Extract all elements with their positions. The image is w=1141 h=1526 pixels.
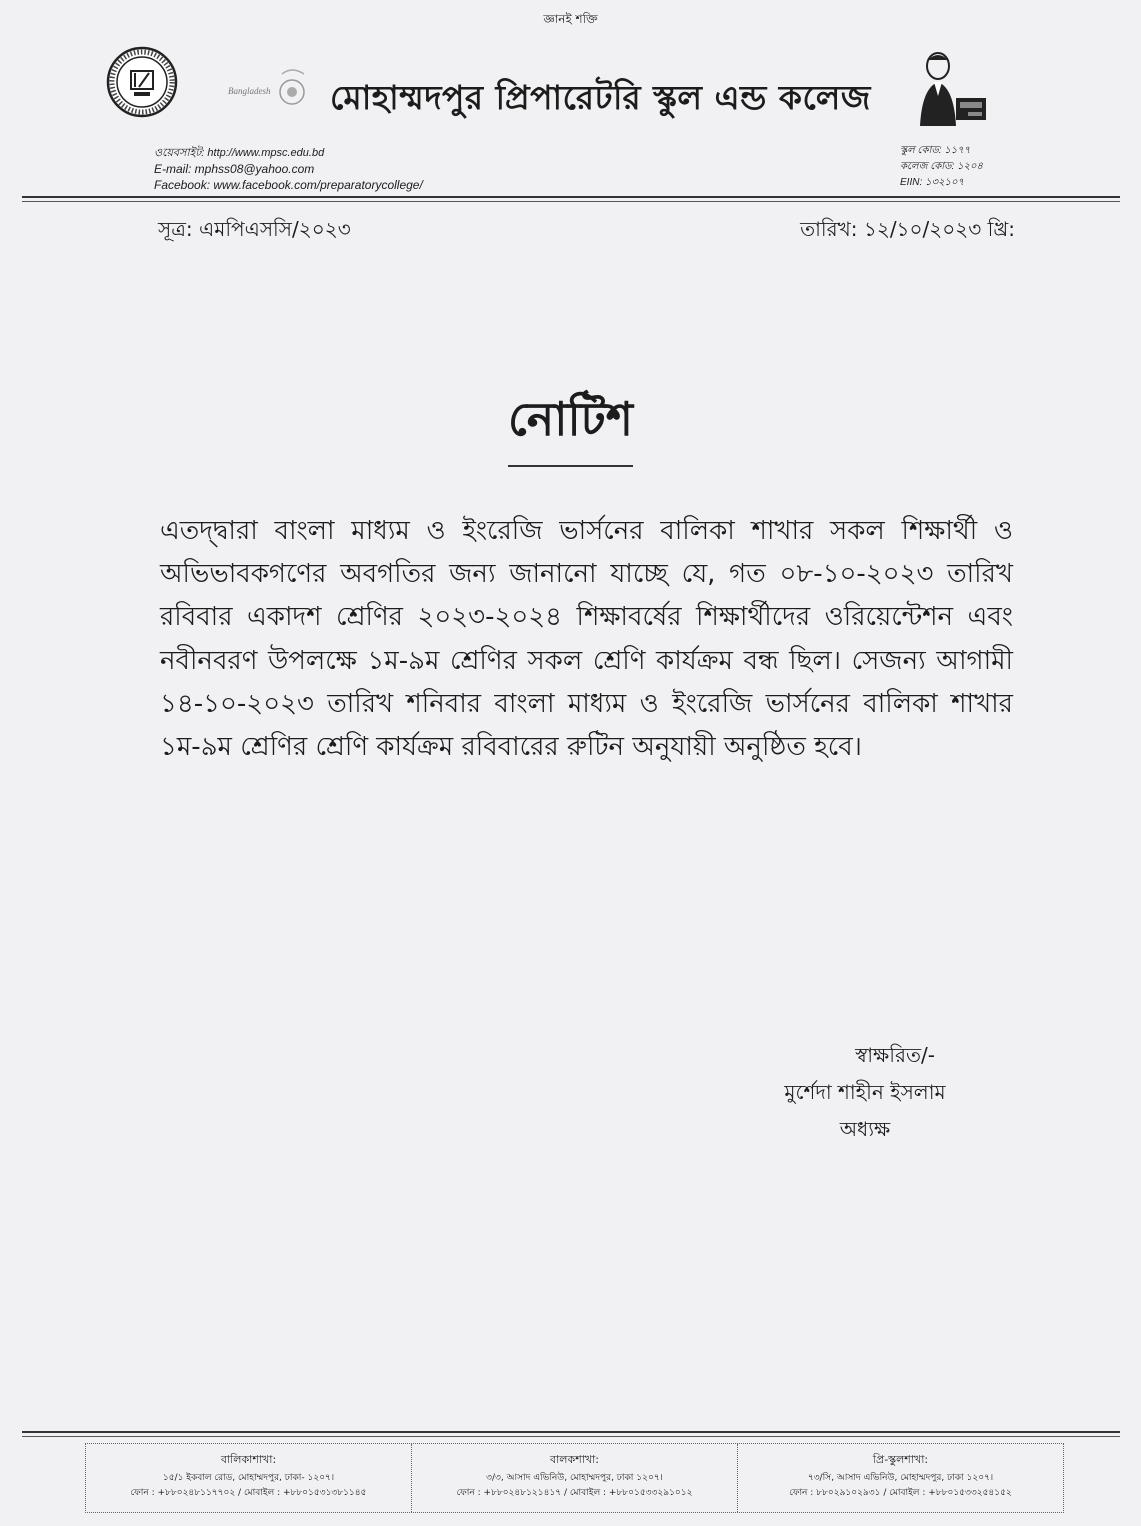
branch-address: ৩/৩, আসাদ এভিনিউ, মোহাম্মদপুর, ঢাকা ১২০৭।	[486, 1473, 663, 1483]
branch-title: প্রি-স্কুলশাখা:	[872, 1453, 929, 1466]
footer-divider-thin	[22, 1436, 1120, 1437]
signed-label: স্বাক্ষরিত/-	[855, 1043, 935, 1067]
signature-block	[740, 1037, 990, 1148]
branch-title: বালকশাখা:	[549, 1453, 600, 1466]
campaign-logo-icon	[222, 62, 318, 112]
branch-boys	[412, 1444, 738, 1512]
branch-girls	[86, 1444, 412, 1512]
motto: জ্ঞানই শক্তি	[543, 12, 598, 26]
header-divider	[22, 196, 1120, 198]
campaign-text: Bangladesh	[228, 86, 271, 96]
branch-footer	[85, 1443, 1064, 1513]
branch-address: ৭৩/সি, আসাদ এভিনিউ, মোহাম্মদপুর, ঢাকা ১২০৭।	[807, 1473, 994, 1483]
header-divider-thin	[22, 201, 1120, 202]
college-code: কলেজ কোড: ১২০৪	[900, 161, 984, 172]
contact-block	[154, 145, 423, 193]
branch-phone: ফোন : +৮৮০২৪৮১২১৪১৭ / মোবাইল : +৮৮০১৫৩৩২৯১০১২	[456, 1488, 693, 1498]
notice-date: তারিখ: ১২/১০/২০২৩ খ্রি:	[800, 217, 1015, 241]
school-name: মোহাম্মদপুর প্রিপারেটরি স্কুল এন্ড কলেজ	[330, 78, 871, 117]
notice-heading-wrap	[0, 385, 1141, 467]
portrait-icon	[908, 48, 988, 126]
eiin-code: EIIN: ১৩২১০৭	[900, 177, 964, 188]
notice-body: এতদ্দ্বারা বাংলা মাধ্যম ও ইংরেজি ভার্সনের বালিকা শাখার সকল শিক্ষার্থী ও অভিভাবকগণের অবগতির জন্য জানানো যাচ্ছে যে, গত ০৮-১০-২০২৩ তারিখ রবিবার একাদশ শ্রেণির ২০২৩-২০২৪ শিক্ষাবর্ষের শিক্ষার্থীদের ওরিয়েন্টেশন এবং নবীনবরণ উপলক্ষে ১ম-৯ম শ্রেণির সকল শ্রেণি কার্যক্রম বন্ধ ছিল। সেজন্য আগামী ১৪-১০-২০২৩ তারিখ শনিবার বাংলা মাধ্যম ও ইংরেজি ভার্সনের বালিকা শাখার ১ম-৯ম শ্রেণির শ্রেণি কার্যক্রম রবিবারের রুটিন অনুযায়ী অনুষ্ঠিত হবে।	[160, 516, 1013, 763]
signatory-title: অধ্যক্ষ	[839, 1117, 891, 1141]
codes-block	[900, 143, 983, 191]
branch-phone: ফোন : ৮৮০২৯১০২৯৩১ / মোবাইল : +৮৮০১৫৩৩২৫৪১৫২	[789, 1488, 1012, 1498]
branch-title: বালিকাশাখা:	[220, 1453, 277, 1466]
notice-heading: নোটিশ	[508, 385, 633, 467]
email-link[interactable]: E-mail: mphss08@yahoo.com	[154, 162, 315, 176]
footer-divider	[22, 1431, 1120, 1433]
website-link[interactable]: ওয়েবসাইট: http://www.mpsc.edu.bd	[154, 147, 325, 159]
signatory-name: মুর্শেদা শাহীন ইসলাম	[784, 1080, 946, 1104]
branch-address: ১৫/১ ইকবাল রোড, মোহাম্মদপুর, ঢাকা- ১২০৭।	[162, 1473, 335, 1483]
branch-phone: ফোন : +৮৮০২৪৮১১৭৭০২ / মোবাইল : +৮৮০১৫৩১৩৮১১৪৫	[130, 1488, 367, 1498]
reference-number: সূত্র: এমপিএসসি/২০২৩	[158, 217, 351, 241]
facebook-link[interactable]: Facebook: www.facebook.com/preparatorycollege/	[154, 178, 423, 192]
school-code: স্কুল কোড: ১১৭৭	[900, 145, 971, 156]
branch-preschool	[738, 1444, 1063, 1512]
school-seal-icon	[106, 46, 178, 118]
